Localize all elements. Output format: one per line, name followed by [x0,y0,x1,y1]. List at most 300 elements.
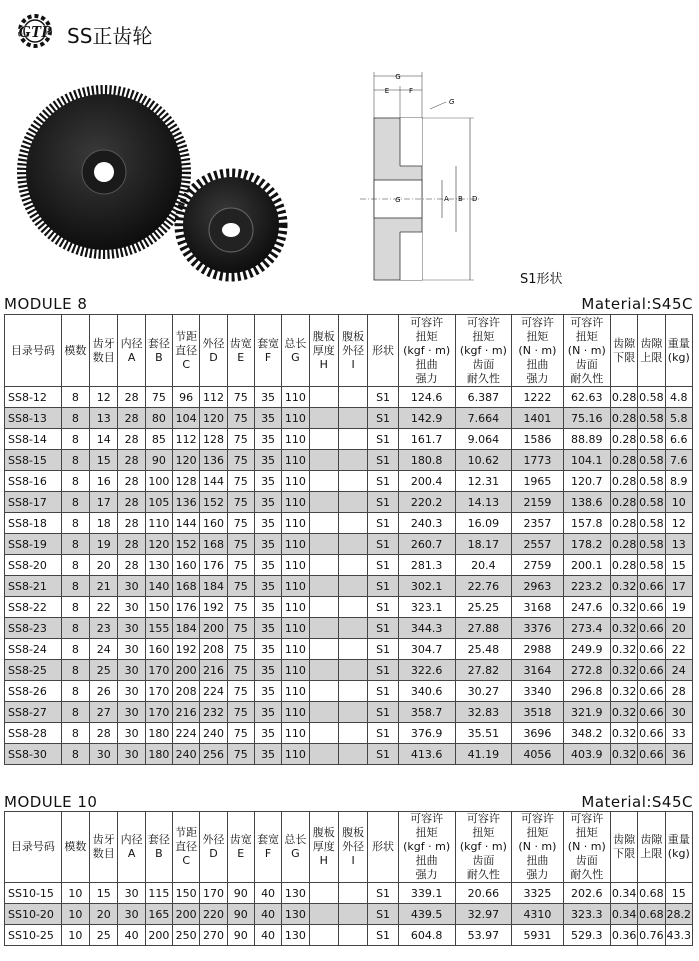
cell-torque-kgf-surface: 12.31 [455,471,512,492]
cell-outer-d: 232 [200,702,227,723]
cell-weight: 43.3 [665,925,692,946]
gear-photo [14,80,304,290]
cell-web-thickness-h [309,450,338,471]
spec-table-module-10 [4,811,693,946]
svg-text:B: B [458,195,463,203]
cell-face-e: 75 [227,387,254,408]
cell-torque-kgf-surface: 16.09 [455,513,512,534]
cell-shape: S1 [368,534,398,555]
cell-backlash-max: 0.66 [638,660,665,681]
column-header-torque-kgf-bending: 可容许 扭矩 (kgf · m) 扭曲 强力 [398,315,455,387]
cell-pitch-c: 168 [173,576,200,597]
cell-total-length-g: 110 [282,471,309,492]
column-header-torque-kgf-surface: 可容许 扭矩 (kgf · m) 齿面 耐久性 [455,315,512,387]
cell-catalog-no: SS10-20 [5,904,62,925]
cell-shape: S1 [368,883,398,904]
cell-weight: 24 [665,660,692,681]
cell-bore-a: 30 [118,618,145,639]
cell-shape: S1 [368,492,398,513]
cell-weight: 28.2 [665,904,692,925]
cell-teeth: 28 [90,723,118,744]
cell-torque-kgf-surface: 25.25 [455,597,512,618]
cell-hub-width-f: 35 [254,639,281,660]
cell-torque-nm-bending: 1401 [512,408,563,429]
column-header-bore-a: 内径 A [118,315,145,387]
cell-hub-width-f: 35 [254,450,281,471]
cell-web-diameter-i [338,492,367,513]
cell-bore-a: 30 [118,639,145,660]
cell-outer-d: 136 [200,450,227,471]
cell-pitch-c: 216 [173,702,200,723]
cell-torque-nm-surface: 348.2 [563,723,610,744]
cell-web-thickness-h [309,639,338,660]
cell-bore-a: 30 [118,904,145,925]
cell-backlash-max: 0.68 [638,904,665,925]
cell-face-e: 75 [227,408,254,429]
cell-torque-kgf-bending: 124.6 [398,387,455,408]
cell-module: 8 [61,450,89,471]
cell-torque-nm-surface: 272.8 [563,660,610,681]
column-header-pitch-c: 节距 直径 C [173,812,200,883]
cell-hub-width-f: 35 [254,618,281,639]
cell-torque-nm-surface: 88.89 [563,429,610,450]
cell-catalog-no: SS8-12 [5,387,62,408]
cell-weight: 17 [665,576,692,597]
cell-module: 8 [61,597,89,618]
cell-torque-nm-bending: 2759 [512,555,563,576]
cell-web-diameter-i [338,723,367,744]
cell-web-thickness-h [309,576,338,597]
cell-total-length-g: 130 [282,904,309,925]
cell-pitch-c: 176 [173,597,200,618]
cell-hub-b: 170 [145,702,172,723]
cell-catalog-no: SS8-27 [5,702,62,723]
cell-shape: S1 [368,471,398,492]
table-row [5,492,693,513]
cell-shape: S1 [368,681,398,702]
cell-weight: 15 [665,883,692,904]
column-header-teeth: 齿牙 数目 [90,812,118,883]
cell-catalog-no: SS8-24 [5,639,62,660]
column-header-web-thickness-h: 腹板 厚度 H [309,812,338,883]
cell-catalog-no: SS10-15 [5,883,62,904]
cell-torque-kgf-surface: 32.83 [455,702,512,723]
cell-torque-nm-bending: 4056 [512,744,563,765]
cell-hub-b: 75 [145,387,172,408]
cell-backlash-min: 0.32 [610,681,637,702]
cell-torque-kgf-surface: 22.76 [455,576,512,597]
cell-teeth: 30 [90,744,118,765]
cell-bore-a: 28 [118,492,145,513]
cell-outer-d: 170 [200,883,227,904]
cell-hub-width-f: 35 [254,534,281,555]
cell-face-e: 75 [227,681,254,702]
cell-teeth: 27 [90,702,118,723]
cell-total-length-g: 110 [282,576,309,597]
cell-hub-width-f: 35 [254,429,281,450]
gtp-logo [4,12,66,50]
cell-web-thickness-h [309,387,338,408]
cell-shape: S1 [368,744,398,765]
cell-weight: 10 [665,492,692,513]
cell-teeth: 12 [90,387,118,408]
cell-shape: S1 [368,576,398,597]
table-row [5,702,693,723]
cell-face-e: 75 [227,639,254,660]
cell-bore-a: 30 [118,723,145,744]
cell-backlash-min: 0.28 [610,387,637,408]
cell-web-diameter-i [338,618,367,639]
cell-total-length-g: 110 [282,408,309,429]
cell-teeth: 16 [90,471,118,492]
cell-shape: S1 [368,429,398,450]
cell-outer-d: 208 [200,639,227,660]
cell-outer-d: 112 [200,387,227,408]
cell-bore-a: 28 [118,513,145,534]
cell-web-diameter-i [338,681,367,702]
cell-total-length-g: 110 [282,702,309,723]
cell-torque-nm-surface: 157.8 [563,513,610,534]
cell-backlash-max: 0.76 [638,925,665,946]
cell-total-length-g: 130 [282,925,309,946]
column-header-torque-kgf-surface: 可容许 扭矩 (kgf · m) 齿面 耐久性 [455,812,512,883]
svg-text:E: E [384,87,390,95]
cell-pitch-c: 160 [173,555,200,576]
column-header-teeth: 齿牙 数目 [90,315,118,387]
cell-torque-nm-bending: 1773 [512,450,563,471]
cell-web-diameter-i [338,702,367,723]
cell-web-thickness-h [309,492,338,513]
cell-module: 8 [61,429,89,450]
cell-web-diameter-i [338,660,367,681]
cell-backlash-max: 0.66 [638,618,665,639]
cell-teeth: 26 [90,681,118,702]
column-header-total-length-g: 总长 G [282,315,309,387]
s1-cross-section-diagram [360,68,520,293]
cell-web-diameter-i [338,904,367,925]
cell-hub-width-f: 35 [254,576,281,597]
cell-backlash-min: 0.34 [610,904,637,925]
cell-torque-nm-bending: 2557 [512,534,563,555]
cell-torque-nm-bending: 1965 [512,471,563,492]
cell-module: 8 [61,723,89,744]
column-header-catalog-no: 目录号码 [5,812,62,883]
cell-torque-nm-surface: 120.7 [563,471,610,492]
cell-teeth: 25 [90,660,118,681]
svg-text:D: D [472,195,478,203]
cell-torque-kgf-surface: 35.51 [455,723,512,744]
cell-web-thickness-h [309,429,338,450]
cell-web-diameter-i [338,450,367,471]
cell-module: 8 [61,681,89,702]
cell-pitch-c: 200 [173,904,200,925]
cell-face-e: 75 [227,450,254,471]
cell-face-e: 75 [227,492,254,513]
cell-catalog-no: SS8-25 [5,660,62,681]
cell-torque-nm-surface: 247.6 [563,597,610,618]
cell-total-length-g: 110 [282,597,309,618]
cell-hub-b: 150 [145,597,172,618]
cell-catalog-no: SS8-20 [5,555,62,576]
cell-backlash-max: 0.58 [638,387,665,408]
cell-torque-kgf-bending: 302.1 [398,576,455,597]
cell-torque-nm-bending: 2988 [512,639,563,660]
section-header-module-8 [4,295,693,313]
cell-outer-d: 176 [200,555,227,576]
cell-web-diameter-i [338,429,367,450]
cell-hub-b: 110 [145,513,172,534]
cell-shape: S1 [368,660,398,681]
cell-hub-width-f: 40 [254,925,281,946]
table-row [5,904,693,925]
cell-total-length-g: 110 [282,618,309,639]
cell-teeth: 14 [90,429,118,450]
cell-hub-b: 170 [145,681,172,702]
cell-torque-kgf-bending: 339.1 [398,883,455,904]
column-header-hub-b: 套径 B [145,315,172,387]
cell-backlash-max: 0.58 [638,492,665,513]
svg-text:G: G [449,98,455,106]
cell-backlash-min: 0.28 [610,513,637,534]
cell-torque-kgf-surface: 30.27 [455,681,512,702]
column-header-torque-nm-surface: 可容许 扭矩 (N · m) 齿面 耐久性 [563,812,610,883]
cell-web-diameter-i [338,555,367,576]
cell-hub-width-f: 35 [254,387,281,408]
cell-web-diameter-i [338,883,367,904]
cell-face-e: 75 [227,744,254,765]
cell-outer-d: 270 [200,925,227,946]
column-header-shape: 形状 [368,812,398,883]
cell-hub-b: 165 [145,904,172,925]
cell-torque-nm-surface: 321.9 [563,702,610,723]
cell-hub-width-f: 35 [254,555,281,576]
cell-backlash-max: 0.66 [638,723,665,744]
cell-torque-nm-surface: 296.8 [563,681,610,702]
cell-hub-b: 180 [145,723,172,744]
column-header-module: 模数 [61,812,89,883]
cell-face-e: 75 [227,513,254,534]
cell-backlash-min: 0.28 [610,471,637,492]
cell-web-thickness-h [309,534,338,555]
cell-outer-d: 184 [200,576,227,597]
cell-torque-nm-surface: 529.3 [563,925,610,946]
cell-teeth: 23 [90,618,118,639]
cell-torque-nm-bending: 5931 [512,925,563,946]
cell-torque-kgf-surface: 27.88 [455,618,512,639]
column-header-torque-kgf-bending: 可容许 扭矩 (kgf · m) 扭曲 强力 [398,812,455,883]
cell-backlash-max: 0.66 [638,576,665,597]
cell-hub-width-f: 35 [254,408,281,429]
cell-pitch-c: 120 [173,450,200,471]
column-header-face-e: 齿宽 E [227,812,254,883]
cell-weight: 19 [665,597,692,618]
cell-catalog-no: SS8-30 [5,744,62,765]
cell-shape: S1 [368,723,398,744]
column-header-backlash-max: 齿隙 上限 [638,315,665,387]
table-row [5,723,693,744]
cell-face-e: 75 [227,660,254,681]
cell-backlash-min: 0.32 [610,744,637,765]
cell-catalog-no: SS8-23 [5,618,62,639]
table-row [5,450,693,471]
cell-torque-nm-surface: 403.9 [563,744,610,765]
column-header-face-e: 齿宽 E [227,315,254,387]
cell-weight: 8.9 [665,471,692,492]
cell-catalog-no: SS8-22 [5,597,62,618]
table-row [5,681,693,702]
cell-bore-a: 30 [118,883,145,904]
cell-torque-kgf-surface: 9.064 [455,429,512,450]
cell-total-length-g: 110 [282,513,309,534]
cell-torque-kgf-bending: 323.1 [398,597,455,618]
cell-backlash-min: 0.32 [610,723,637,744]
cell-face-e: 75 [227,534,254,555]
cell-pitch-c: 112 [173,429,200,450]
cell-weight: 22 [665,639,692,660]
cell-web-thickness-h [309,471,338,492]
cell-teeth: 15 [90,450,118,471]
cell-module: 8 [61,702,89,723]
cell-outer-d: 224 [200,681,227,702]
cell-torque-kgf-bending: 340.6 [398,681,455,702]
cell-hub-b: 170 [145,660,172,681]
module-label: MODULE 8 [4,295,88,313]
cell-module: 8 [61,534,89,555]
cell-pitch-c: 150 [173,883,200,904]
cell-shape: S1 [368,639,398,660]
cell-hub-b: 130 [145,555,172,576]
cell-weight: 33 [665,723,692,744]
column-header-torque-nm-surface: 可容许 扭矩 (N · m) 齿面 耐久性 [563,315,610,387]
cell-torque-nm-bending: 3340 [512,681,563,702]
cell-backlash-max: 0.58 [638,471,665,492]
cell-shape: S1 [368,555,398,576]
table-header-row [5,812,693,883]
cell-web-diameter-i [338,925,367,946]
column-header-backlash-min: 齿隙 下限 [610,812,637,883]
cell-module: 8 [61,471,89,492]
table-row [5,925,693,946]
column-header-hub-width-f: 套宽 F [254,812,281,883]
cell-torque-kgf-surface: 6.387 [455,387,512,408]
cell-hub-b: 90 [145,450,172,471]
cell-pitch-c: 224 [173,723,200,744]
cell-backlash-max: 0.66 [638,702,665,723]
cell-backlash-min: 0.28 [610,555,637,576]
cell-web-thickness-h [309,723,338,744]
cell-torque-kgf-bending: 604.8 [398,925,455,946]
cell-catalog-no: SS8-18 [5,513,62,534]
cell-torque-nm-surface: 202.6 [563,883,610,904]
cell-web-thickness-h [309,408,338,429]
cell-web-thickness-h [309,513,338,534]
cell-torque-kgf-surface: 53.97 [455,925,512,946]
cell-module: 10 [61,883,89,904]
cell-pitch-c: 192 [173,639,200,660]
cell-hub-width-f: 35 [254,744,281,765]
cell-web-thickness-h [309,883,338,904]
cell-hub-b: 140 [145,576,172,597]
cell-total-length-g: 110 [282,450,309,471]
material-label: Material:S45C [581,295,693,313]
cell-total-length-g: 110 [282,534,309,555]
cell-pitch-c: 152 [173,534,200,555]
cell-hub-width-f: 40 [254,883,281,904]
section-header-module-10 [4,793,693,811]
cell-torque-kgf-surface: 10.62 [455,450,512,471]
cell-web-diameter-i [338,408,367,429]
cell-torque-nm-surface: 62.63 [563,387,610,408]
cell-catalog-no: SS8-26 [5,681,62,702]
table-row [5,618,693,639]
cell-bore-a: 28 [118,555,145,576]
cell-bore-a: 30 [118,744,145,765]
cell-weight: 6.6 [665,429,692,450]
cell-torque-nm-surface: 323.3 [563,904,610,925]
column-header-torque-nm-bending: 可容许 扭矩 (N · m) 扭曲 强力 [512,315,563,387]
cell-backlash-min: 0.32 [610,639,637,660]
cell-hub-b: 80 [145,408,172,429]
cell-web-thickness-h [309,660,338,681]
cell-bore-a: 30 [118,702,145,723]
cell-pitch-c: 96 [173,387,200,408]
cell-torque-nm-bending: 3518 [512,702,563,723]
cell-outer-d: 200 [200,618,227,639]
cell-backlash-max: 0.66 [638,639,665,660]
table-row [5,639,693,660]
cell-torque-kgf-surface: 41.19 [455,744,512,765]
cell-torque-nm-bending: 1586 [512,429,563,450]
cell-torque-nm-surface: 75.16 [563,408,610,429]
cell-shape: S1 [368,408,398,429]
cell-hub-b: 160 [145,639,172,660]
cell-teeth: 18 [90,513,118,534]
cell-backlash-min: 0.32 [610,618,637,639]
cell-pitch-c: 208 [173,681,200,702]
cell-torque-kgf-surface: 27.82 [455,660,512,681]
cell-torque-kgf-surface: 18.17 [455,534,512,555]
cell-torque-nm-surface: 178.2 [563,534,610,555]
cell-outer-d: 160 [200,513,227,534]
cell-module: 8 [61,555,89,576]
cell-catalog-no: SS8-15 [5,450,62,471]
cell-hub-b: 200 [145,925,172,946]
cell-catalog-no: SS10-25 [5,925,62,946]
cell-module: 8 [61,639,89,660]
cell-module: 8 [61,513,89,534]
cell-teeth: 20 [90,555,118,576]
column-header-outer-d: 外径 D [200,315,227,387]
column-header-hub-width-f: 套宽 F [254,315,281,387]
cell-bore-a: 28 [118,471,145,492]
cell-catalog-no: SS8-13 [5,408,62,429]
column-header-weight: 重量 (kg) [665,315,692,387]
cell-torque-kgf-bending: 200.4 [398,471,455,492]
cell-outer-d: 168 [200,534,227,555]
cell-hub-width-f: 35 [254,702,281,723]
cell-torque-kgf-bending: 180.8 [398,450,455,471]
cell-torque-kgf-surface: 14.13 [455,492,512,513]
cell-outer-d: 128 [200,429,227,450]
cell-hub-b: 180 [145,744,172,765]
cell-weight: 4.8 [665,387,692,408]
cell-module: 8 [61,408,89,429]
cell-module: 8 [61,618,89,639]
cell-total-length-g: 130 [282,883,309,904]
column-header-web-diameter-i: 腹板 外径 I [338,315,367,387]
cell-total-length-g: 110 [282,744,309,765]
cell-backlash-max: 0.66 [638,681,665,702]
